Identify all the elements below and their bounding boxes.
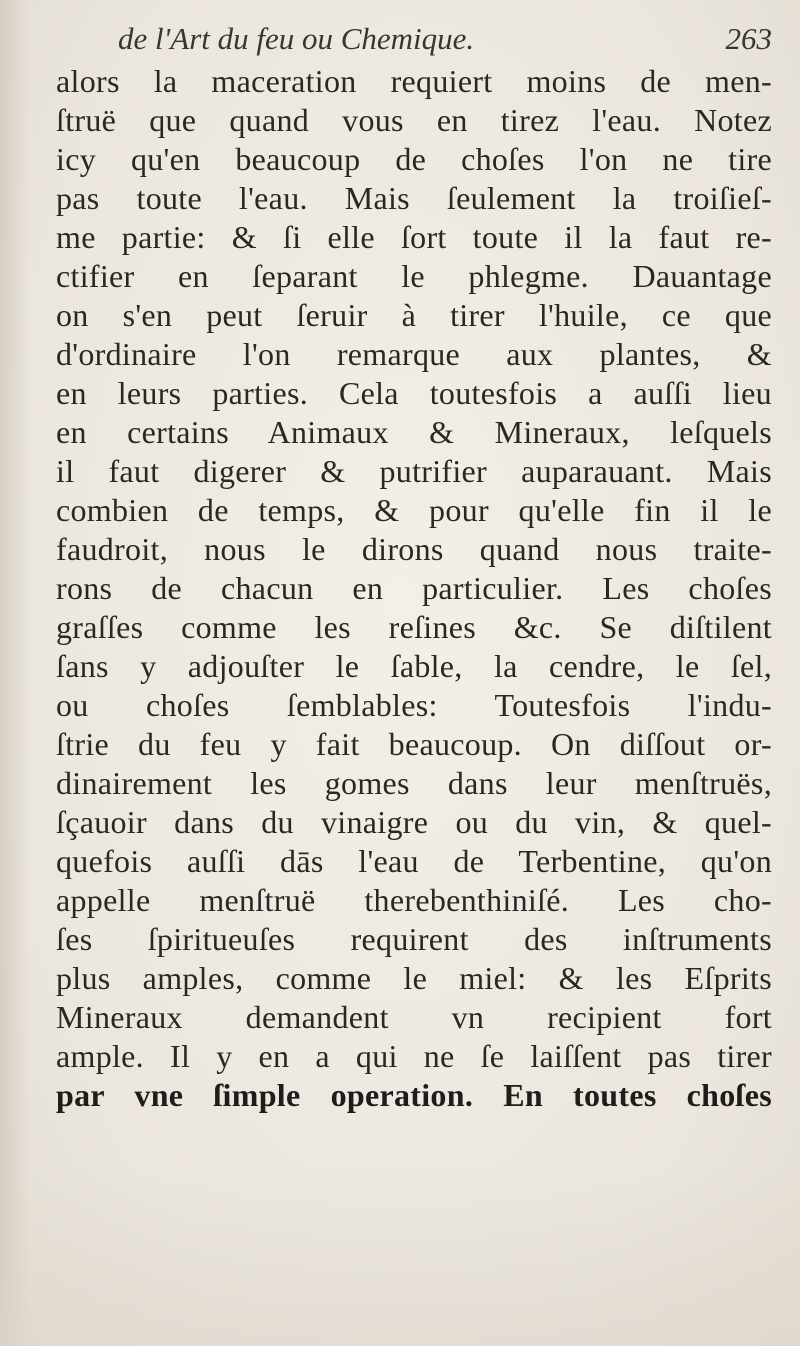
text-line: combien de temps, & pour qu'elle fin il le xyxy=(56,492,772,528)
text-line: ſes ſpiritueuſes requirent des inſtruments xyxy=(56,921,772,957)
text-line: pas toute l'eau. Mais ſeulement la troiſieſ- xyxy=(56,180,772,216)
text-line: ſtrie du feu y fait beaucoup. On diſſout or- xyxy=(56,726,772,762)
text-line: ſtruë que quand vous en tirez l'eau. Notez xyxy=(56,102,772,138)
text-line: ſans y adjouſter le ſable, la cendre, le ſel, xyxy=(56,648,772,684)
text-line: il faut digerer & putrifier auparauant. Mais xyxy=(56,453,772,489)
body-text xyxy=(56,62,772,1115)
text-line: faudroit, nous le dirons quand nous traite- xyxy=(56,531,772,567)
paper-smudge xyxy=(0,1166,800,1346)
text-line: par vne ſimple operation. En toutes choſes xyxy=(56,1077,772,1113)
text-line: rons de chacun en particulier. Les choſes xyxy=(56,570,772,606)
text-line: d'ordinaire l'on remarque aux plantes, & xyxy=(56,336,772,372)
text-line: quefois auſſi dās l'eau de Terbentine, qu'on xyxy=(56,843,772,879)
text-line: ample. Il y en a qui ne ſe laiſſent pas tirer xyxy=(56,1038,772,1074)
text-line: appelle menſtruë therebenthiniſé. Les cho- xyxy=(56,882,772,918)
text-line: ſçauoir dans du vinaigre ou du vin, & quel- xyxy=(56,804,772,840)
text-line: graſſes comme les reſines &c. Se diſtilent xyxy=(56,609,772,645)
gutter-shadow xyxy=(0,0,30,1346)
text-line: dinairement les gomes dans leur menſtruës, xyxy=(56,765,772,801)
text-line: en certains Animaux & Mineraux, leſquels xyxy=(56,414,772,450)
running-title: de l'Art du feu ou Chemique. xyxy=(118,21,475,56)
text-line: alors la maceration requiert moins de men- xyxy=(56,63,772,99)
running-head xyxy=(100,14,772,64)
text-line: ctifier en ſeparant le phlegme. Dauantage xyxy=(56,258,772,294)
text-line: plus amples, comme le miel: & les Eſprits xyxy=(56,960,772,996)
page-number: 263 xyxy=(725,21,772,56)
text-line: icy qu'en beaucoup de choſes l'on ne tire xyxy=(56,141,772,177)
text-line: ou choſes ſemblables: Toutesfois l'indu- xyxy=(56,687,772,723)
text-line: en leurs parties. Cela toutesfois a auſſi lieu xyxy=(56,375,772,411)
text-line: Mineraux demandent vn recipient fort xyxy=(56,999,772,1035)
text-line: me partie: & ſi elle ſort toute il la faut re- xyxy=(56,219,772,255)
text-line: on s'en peut ſeruir à tirer l'huile, ce que xyxy=(56,297,772,333)
